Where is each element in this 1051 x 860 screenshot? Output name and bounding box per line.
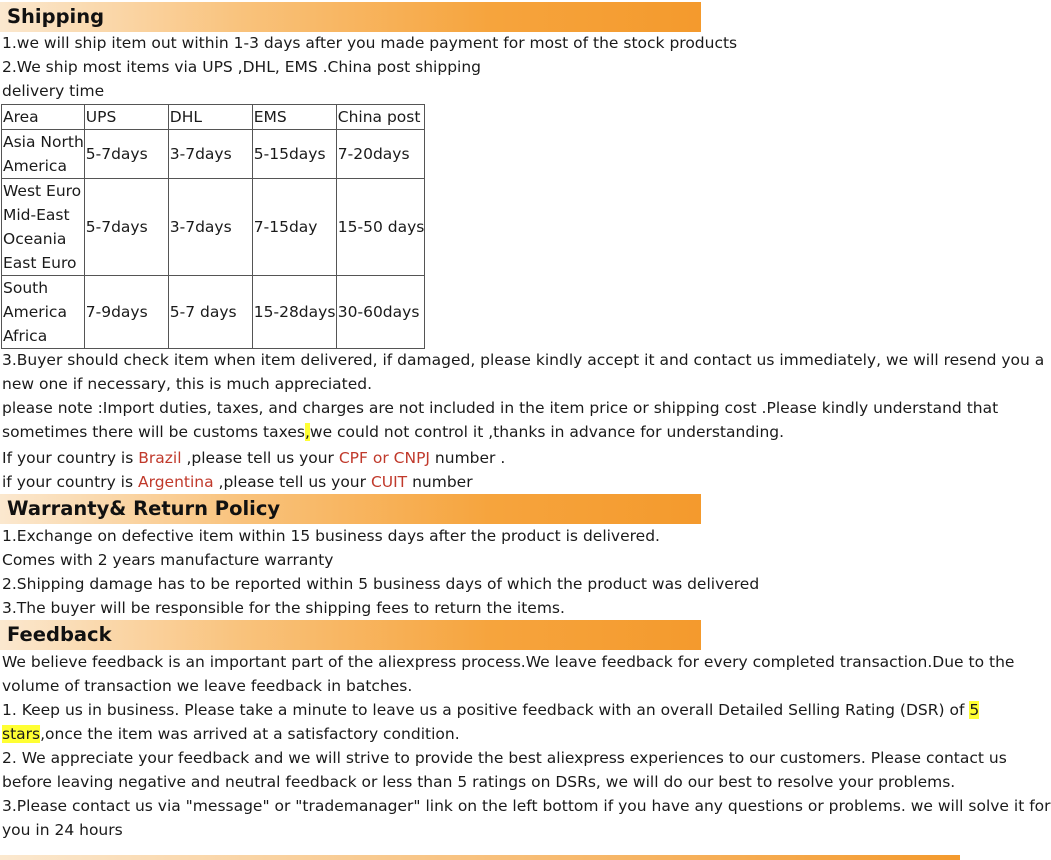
p1-text-2: ,once the item was arrived at a satisfactory condition.	[40, 725, 460, 743]
feedback-p3-b: you in 24 hours	[2, 821, 123, 839]
area-line: Mid-East	[3, 206, 70, 224]
delivery-time-table	[1, 104, 425, 349]
warranty-header	[0, 494, 701, 524]
arg-post: number	[407, 473, 473, 491]
header-ups: UPS	[84, 105, 168, 130]
shipping-line-2: 2.We ship most items via UPS ,DHL, EMS .China post shipping	[2, 58, 482, 76]
dhl-cell: 5-7 days	[168, 276, 252, 349]
shipping-line-3b: new one if necessary, this is much appreciated.	[2, 375, 373, 393]
china-post-cell: 15-50 days	[336, 179, 425, 276]
shipping-line-3a: 3.Buyer should check item when item delivered, if damaged, please kindly accept it and contact us immediately, we will resend you a	[2, 351, 1045, 369]
header-dhl: DHL	[168, 105, 252, 130]
brazil-country: Brazil	[138, 449, 182, 467]
note-text-2: we could not control it ,thanks in advance for understanding.	[309, 423, 785, 441]
warranty-line-2: Comes with 2 years manufacture warranty	[2, 551, 334, 569]
table-row	[2, 179, 425, 276]
table-row	[2, 130, 425, 179]
header-ems: EMS	[252, 105, 336, 130]
p1-text: 1. Keep us in business. Please take a minute to leave us a positive feedback with an overall Detailed Selling Rating (DSR) of	[2, 701, 970, 719]
shipping-line-1: 1.we will ship item out within 1-3 days after you made payment for most of the stock products	[2, 34, 738, 52]
ups-cell: 5-7days	[84, 130, 168, 179]
feedback-p1-a	[2, 698, 979, 722]
warranty-line-1: 1.Exchange on defective item within 15 business days after the product is delivered.	[2, 527, 660, 545]
dhl-cell: 3-7days	[168, 179, 252, 276]
dhl-cell: 3-7days	[168, 130, 252, 179]
feedback-p2-b: before leaving negative and neutral feedback or less than 5 ratings on DSRs, we will do our best to resolve your problems.	[2, 773, 956, 791]
warranty-line-4: 3.The buyer will be responsible for the shipping fees to return the items.	[2, 599, 565, 617]
ems-cell: 15-28days	[252, 276, 336, 349]
table-row	[2, 276, 425, 349]
bottom-divider	[0, 855, 960, 860]
china-post-cell: 30-60days	[336, 276, 425, 349]
argentina-line	[2, 470, 473, 494]
header-china-post: China post	[336, 105, 425, 130]
warranty-title: Warranty& Return Policy	[7, 497, 281, 520]
feedback-p1-b	[2, 722, 460, 746]
arg-mid: ,please tell us your	[213, 473, 371, 491]
feedback-p3-a: 3.Please contact us via "message" or "trademanager" link on the left bottom if you have any questions or problems. we will solve it for	[2, 797, 1051, 815]
note-line-a: please note :Import duties, taxes, and charges are not included in the item price or shipping cost .Please kindly understand that	[2, 399, 999, 417]
area-cell	[2, 276, 85, 349]
feedback-intro-b: volume of transaction we leave feedback in batches.	[2, 677, 413, 695]
highlight-comma: ,	[304, 423, 310, 441]
area-line: Africa	[3, 327, 48, 345]
warranty-line-3: 2.Shipping damage has to be reported within 5 business days of which the product was delivered	[2, 575, 760, 593]
ups-cell: 7-9days	[84, 276, 168, 349]
feedback-intro-a: We believe feedback is an important part of the aliexpress process.We leave feedback for every completed transaction.Due to the	[2, 653, 1015, 671]
area-cell	[2, 130, 85, 179]
note-line-b	[2, 420, 784, 444]
shipping-title: Shipping	[7, 5, 105, 28]
note-text-1: sometimes there will be customs taxes	[2, 423, 305, 441]
ups-cell: 5-7days	[84, 179, 168, 276]
feedback-title: Feedback	[7, 623, 112, 646]
area-line: America	[3, 303, 67, 321]
china-post-cell: 7-20days	[336, 130, 425, 179]
brazil-mid: ,please tell us your	[181, 449, 339, 467]
header-area: Area	[2, 105, 85, 130]
arg-code: CUIT	[370, 473, 408, 491]
delivery-time-label: delivery time	[2, 82, 105, 100]
brazil-code: CPF or CNPJ	[338, 449, 430, 467]
feedback-p2-a: 2. We appreciate your feedback and we will strive to provide the best aliexpress experiences to our customers. Please contact us	[2, 749, 1007, 767]
area-cell	[2, 179, 85, 276]
highlight-5: 5	[969, 701, 980, 719]
ems-cell: 7-15day	[252, 179, 336, 276]
area-line: America	[3, 157, 67, 175]
brazil-post: number .	[430, 449, 506, 467]
feedback-header	[0, 620, 701, 650]
area-line: East Euro	[3, 254, 77, 272]
arg-pre: if your country is	[2, 473, 138, 491]
table-header-row	[2, 105, 425, 130]
brazil-pre: If your country is	[2, 449, 139, 467]
ems-cell: 5-15days	[252, 130, 336, 179]
area-line: West Euro	[3, 182, 82, 200]
shipping-header	[0, 2, 701, 32]
area-line: Asia North	[3, 133, 84, 151]
arg-country: Argentina	[137, 473, 214, 491]
highlight-stars: stars	[2, 725, 41, 743]
area-line: South	[3, 279, 49, 297]
brazil-line	[2, 446, 505, 470]
area-line: Oceania	[3, 230, 67, 248]
